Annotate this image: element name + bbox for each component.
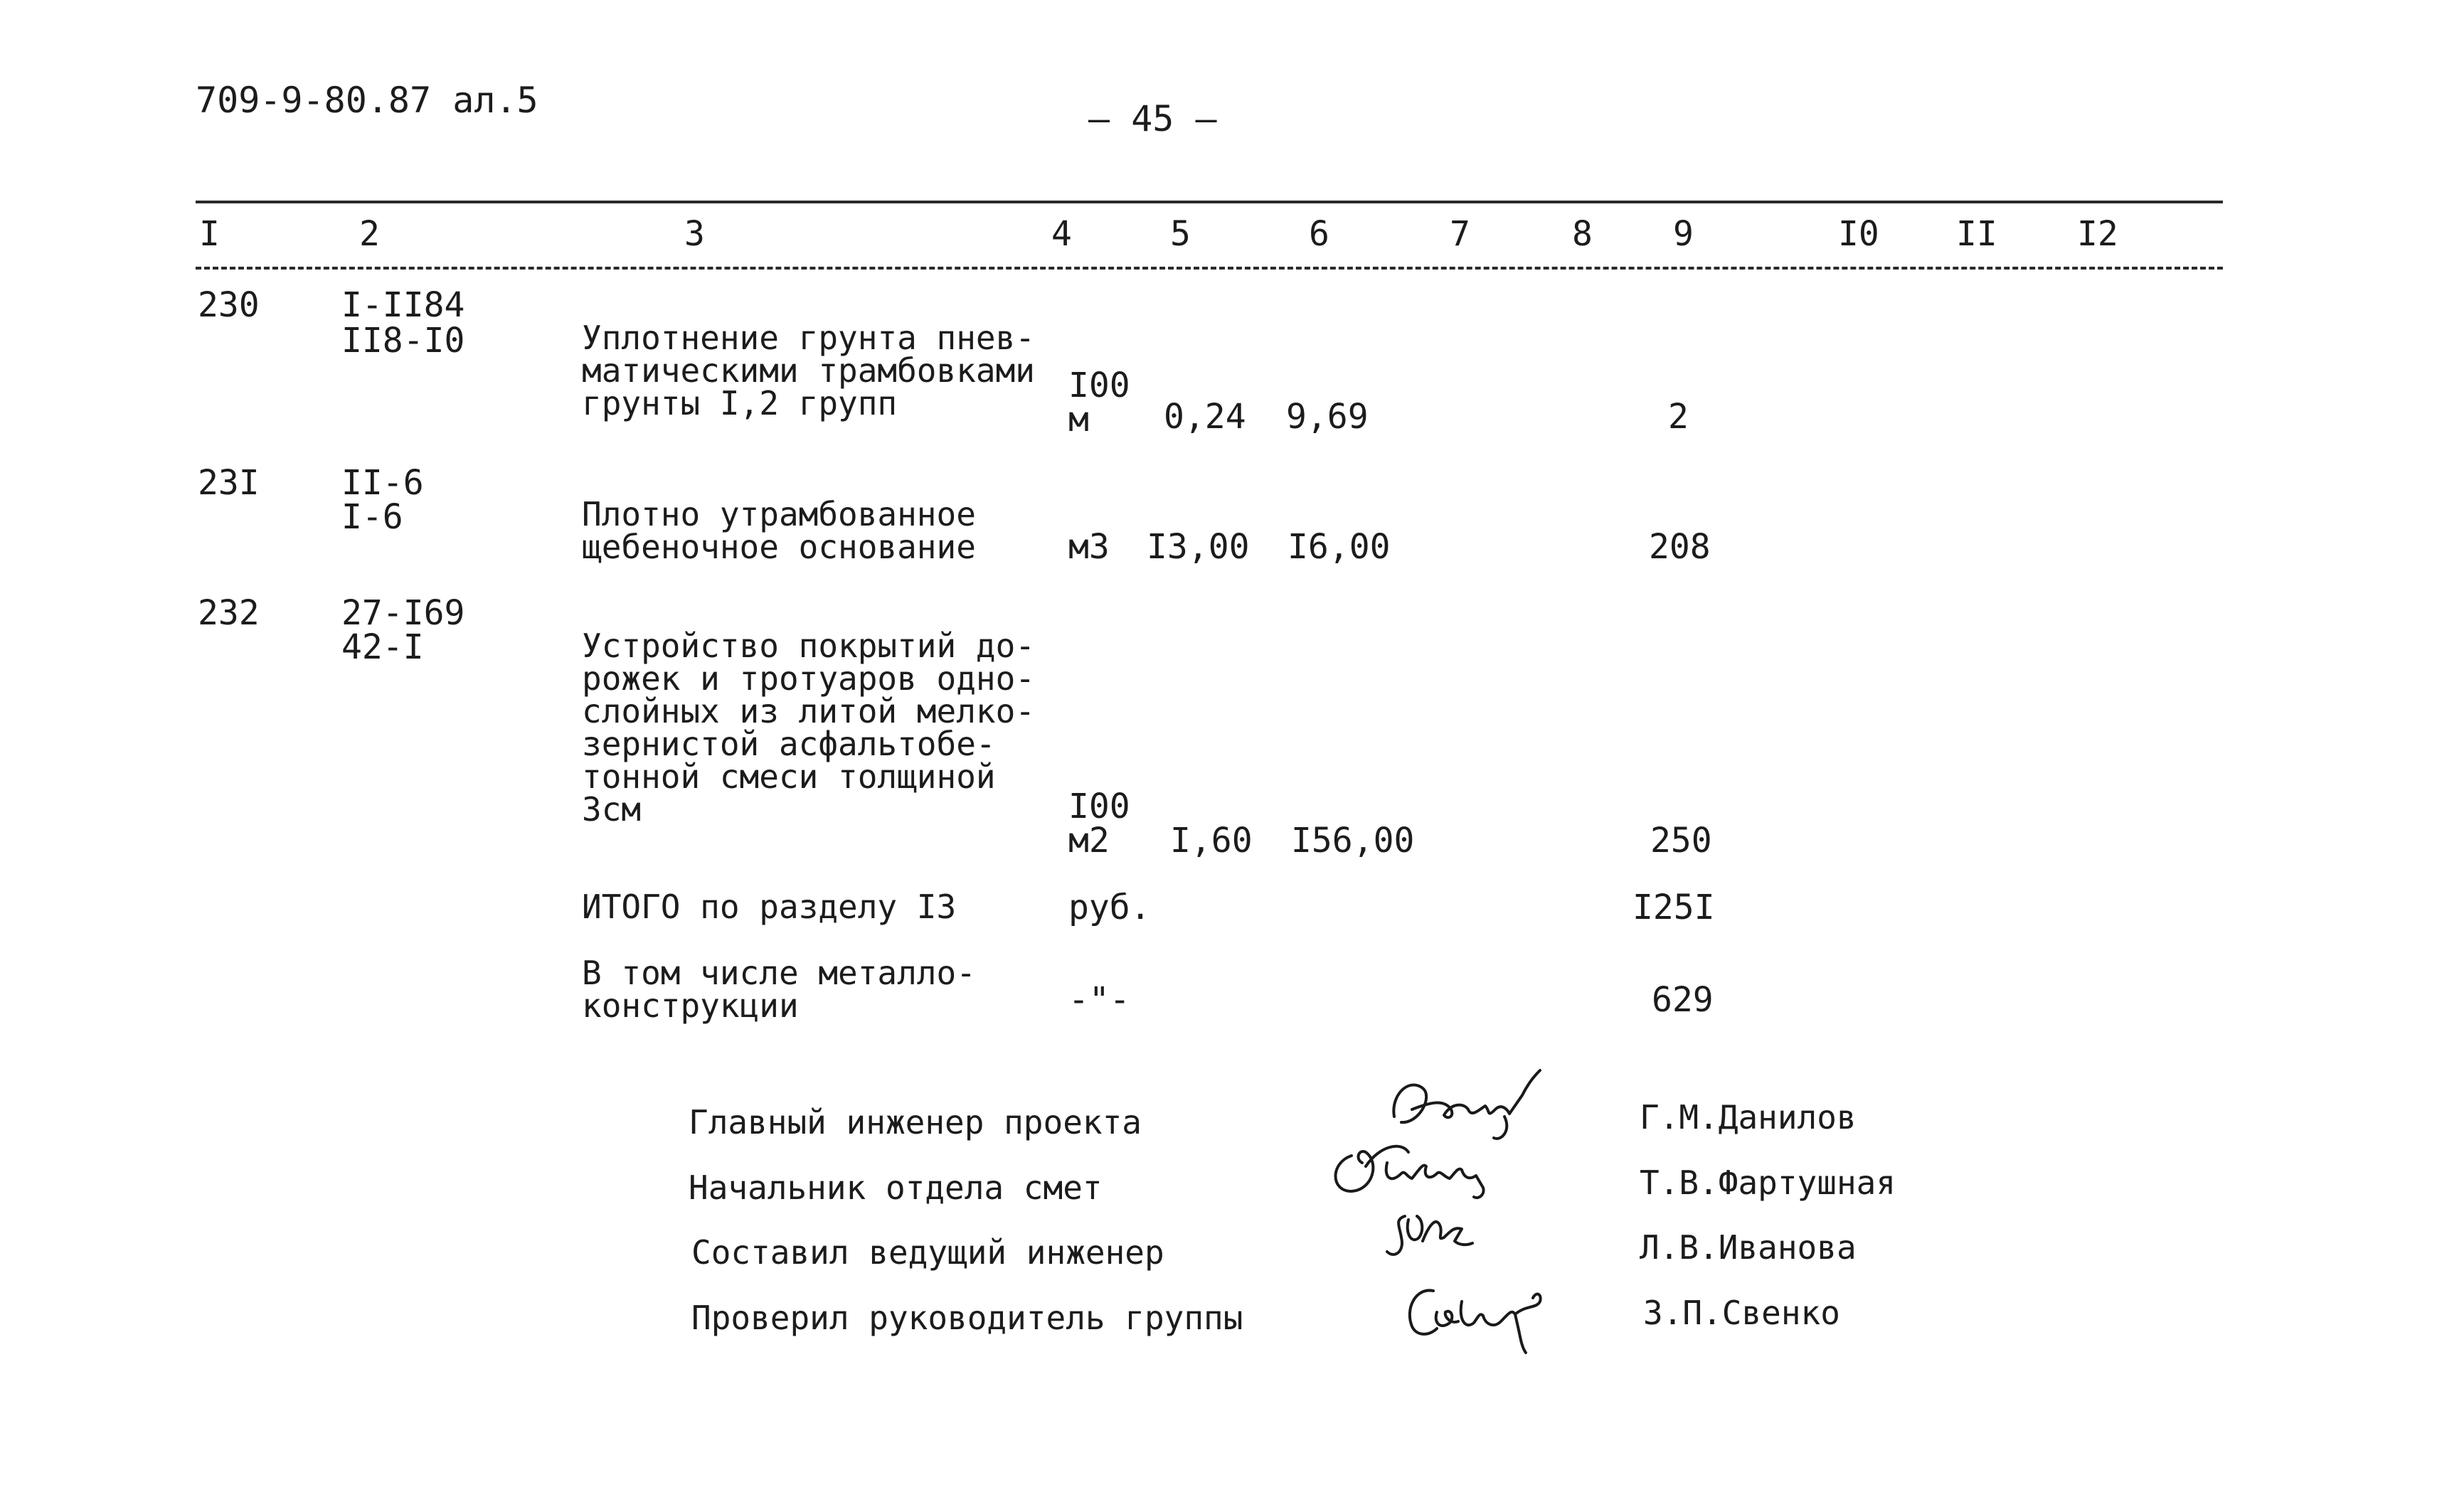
row-number: 230: [198, 285, 260, 325]
unit: I00: [1068, 787, 1130, 826]
unit: м2: [1068, 821, 1110, 861]
column-header: I2: [2077, 214, 2118, 254]
column-header: 7: [1450, 214, 1470, 254]
metal-structures-label: конструкции: [582, 986, 799, 1025]
quantity: 0,24: [1164, 397, 1246, 437]
unit: м: [1068, 400, 1089, 440]
rate-code: I-II84: [341, 285, 465, 325]
signature-ivanova: [1373, 1202, 1487, 1273]
unit: м3: [1068, 527, 1110, 567]
work-description: слойных из литой мелко-: [582, 692, 1035, 730]
column-header: II: [1956, 214, 1997, 254]
work-description: Уплотнение грунта пнев-: [582, 319, 1035, 357]
unit-price: I6,00: [1287, 527, 1391, 567]
unit-price: 9,69: [1286, 397, 1369, 437]
total: 2: [1668, 397, 1689, 437]
signatory-role: Начальник отдела смет: [689, 1168, 1103, 1207]
work-description: матическими трамбовками: [582, 351, 1035, 390]
column-header: 8: [1572, 214, 1593, 254]
table-top-rule: [196, 201, 2223, 203]
column-header: I: [199, 214, 220, 254]
work-description: рожек и тротуаров одно-: [582, 659, 1035, 698]
signatory-role: Главный инженер проекта: [689, 1103, 1142, 1141]
column-header: 3: [684, 214, 705, 254]
signatory-name: Т.В.Фартушная: [1640, 1164, 1896, 1202]
table-header-rule: [196, 267, 2223, 270]
work-description: грунты I,2 групп: [582, 384, 898, 422]
signatory-role: Проверил руководитель группы: [691, 1299, 1243, 1337]
quantity: I,60: [1170, 821, 1253, 861]
work-description: щебеночное основание: [582, 528, 976, 566]
work-description: 3см: [582, 790, 642, 829]
rate-code: II8-I0: [341, 321, 465, 361]
work-description: Устройство покрытий до-: [582, 627, 1035, 665]
document-code: 709-9-80.87 ал.5: [196, 80, 538, 121]
section-total-unit: руб.: [1068, 888, 1151, 927]
rate-code: II-6: [341, 463, 424, 503]
rate-code: I-6: [341, 497, 403, 537]
row-number: 23I: [198, 463, 260, 503]
unit: I00: [1068, 366, 1130, 405]
column-header: 5: [1170, 214, 1191, 254]
signature-svenko: [1394, 1273, 1579, 1358]
column-header: I0: [1838, 214, 1879, 254]
work-description: Плотно утрамбованное: [582, 495, 976, 533]
total: 250: [1650, 821, 1712, 861]
column-header: 6: [1309, 214, 1329, 254]
signature-danilov: [1380, 1067, 1551, 1145]
signature-fartushnaya: [1323, 1134, 1508, 1213]
section-total-label: ИТОГО по разделу I3: [582, 888, 957, 926]
work-description: тонной смеси толщиной: [582, 757, 996, 796]
signatory-name: З.П.Свенко: [1643, 1294, 1840, 1332]
column-header: 2: [359, 214, 380, 254]
signatory-name: Г.М.Данилов: [1640, 1098, 1857, 1136]
signatory-name: Л.В.Иванова: [1640, 1228, 1857, 1267]
section-total-value: I25I: [1632, 888, 1715, 927]
row-number: 232: [198, 593, 260, 633]
rate-code: 42-I: [341, 627, 424, 667]
page-number: – 45 –: [1088, 98, 1217, 139]
signatory-role: Составил ведущий инженер: [691, 1233, 1164, 1272]
column-header: 4: [1051, 214, 1072, 254]
metal-structures-unit: -"-: [1068, 980, 1130, 1020]
metal-structures-label: В том числе металло-: [582, 954, 976, 992]
work-description: зернистой асфальтобе-: [582, 725, 996, 763]
total: 208: [1649, 527, 1711, 567]
quantity: I3,00: [1147, 527, 1250, 567]
unit-price: I56,00: [1291, 821, 1415, 861]
metal-structures-value: 629: [1652, 980, 1714, 1020]
column-header: 9: [1673, 214, 1694, 254]
rate-code: 27-I69: [341, 593, 465, 633]
